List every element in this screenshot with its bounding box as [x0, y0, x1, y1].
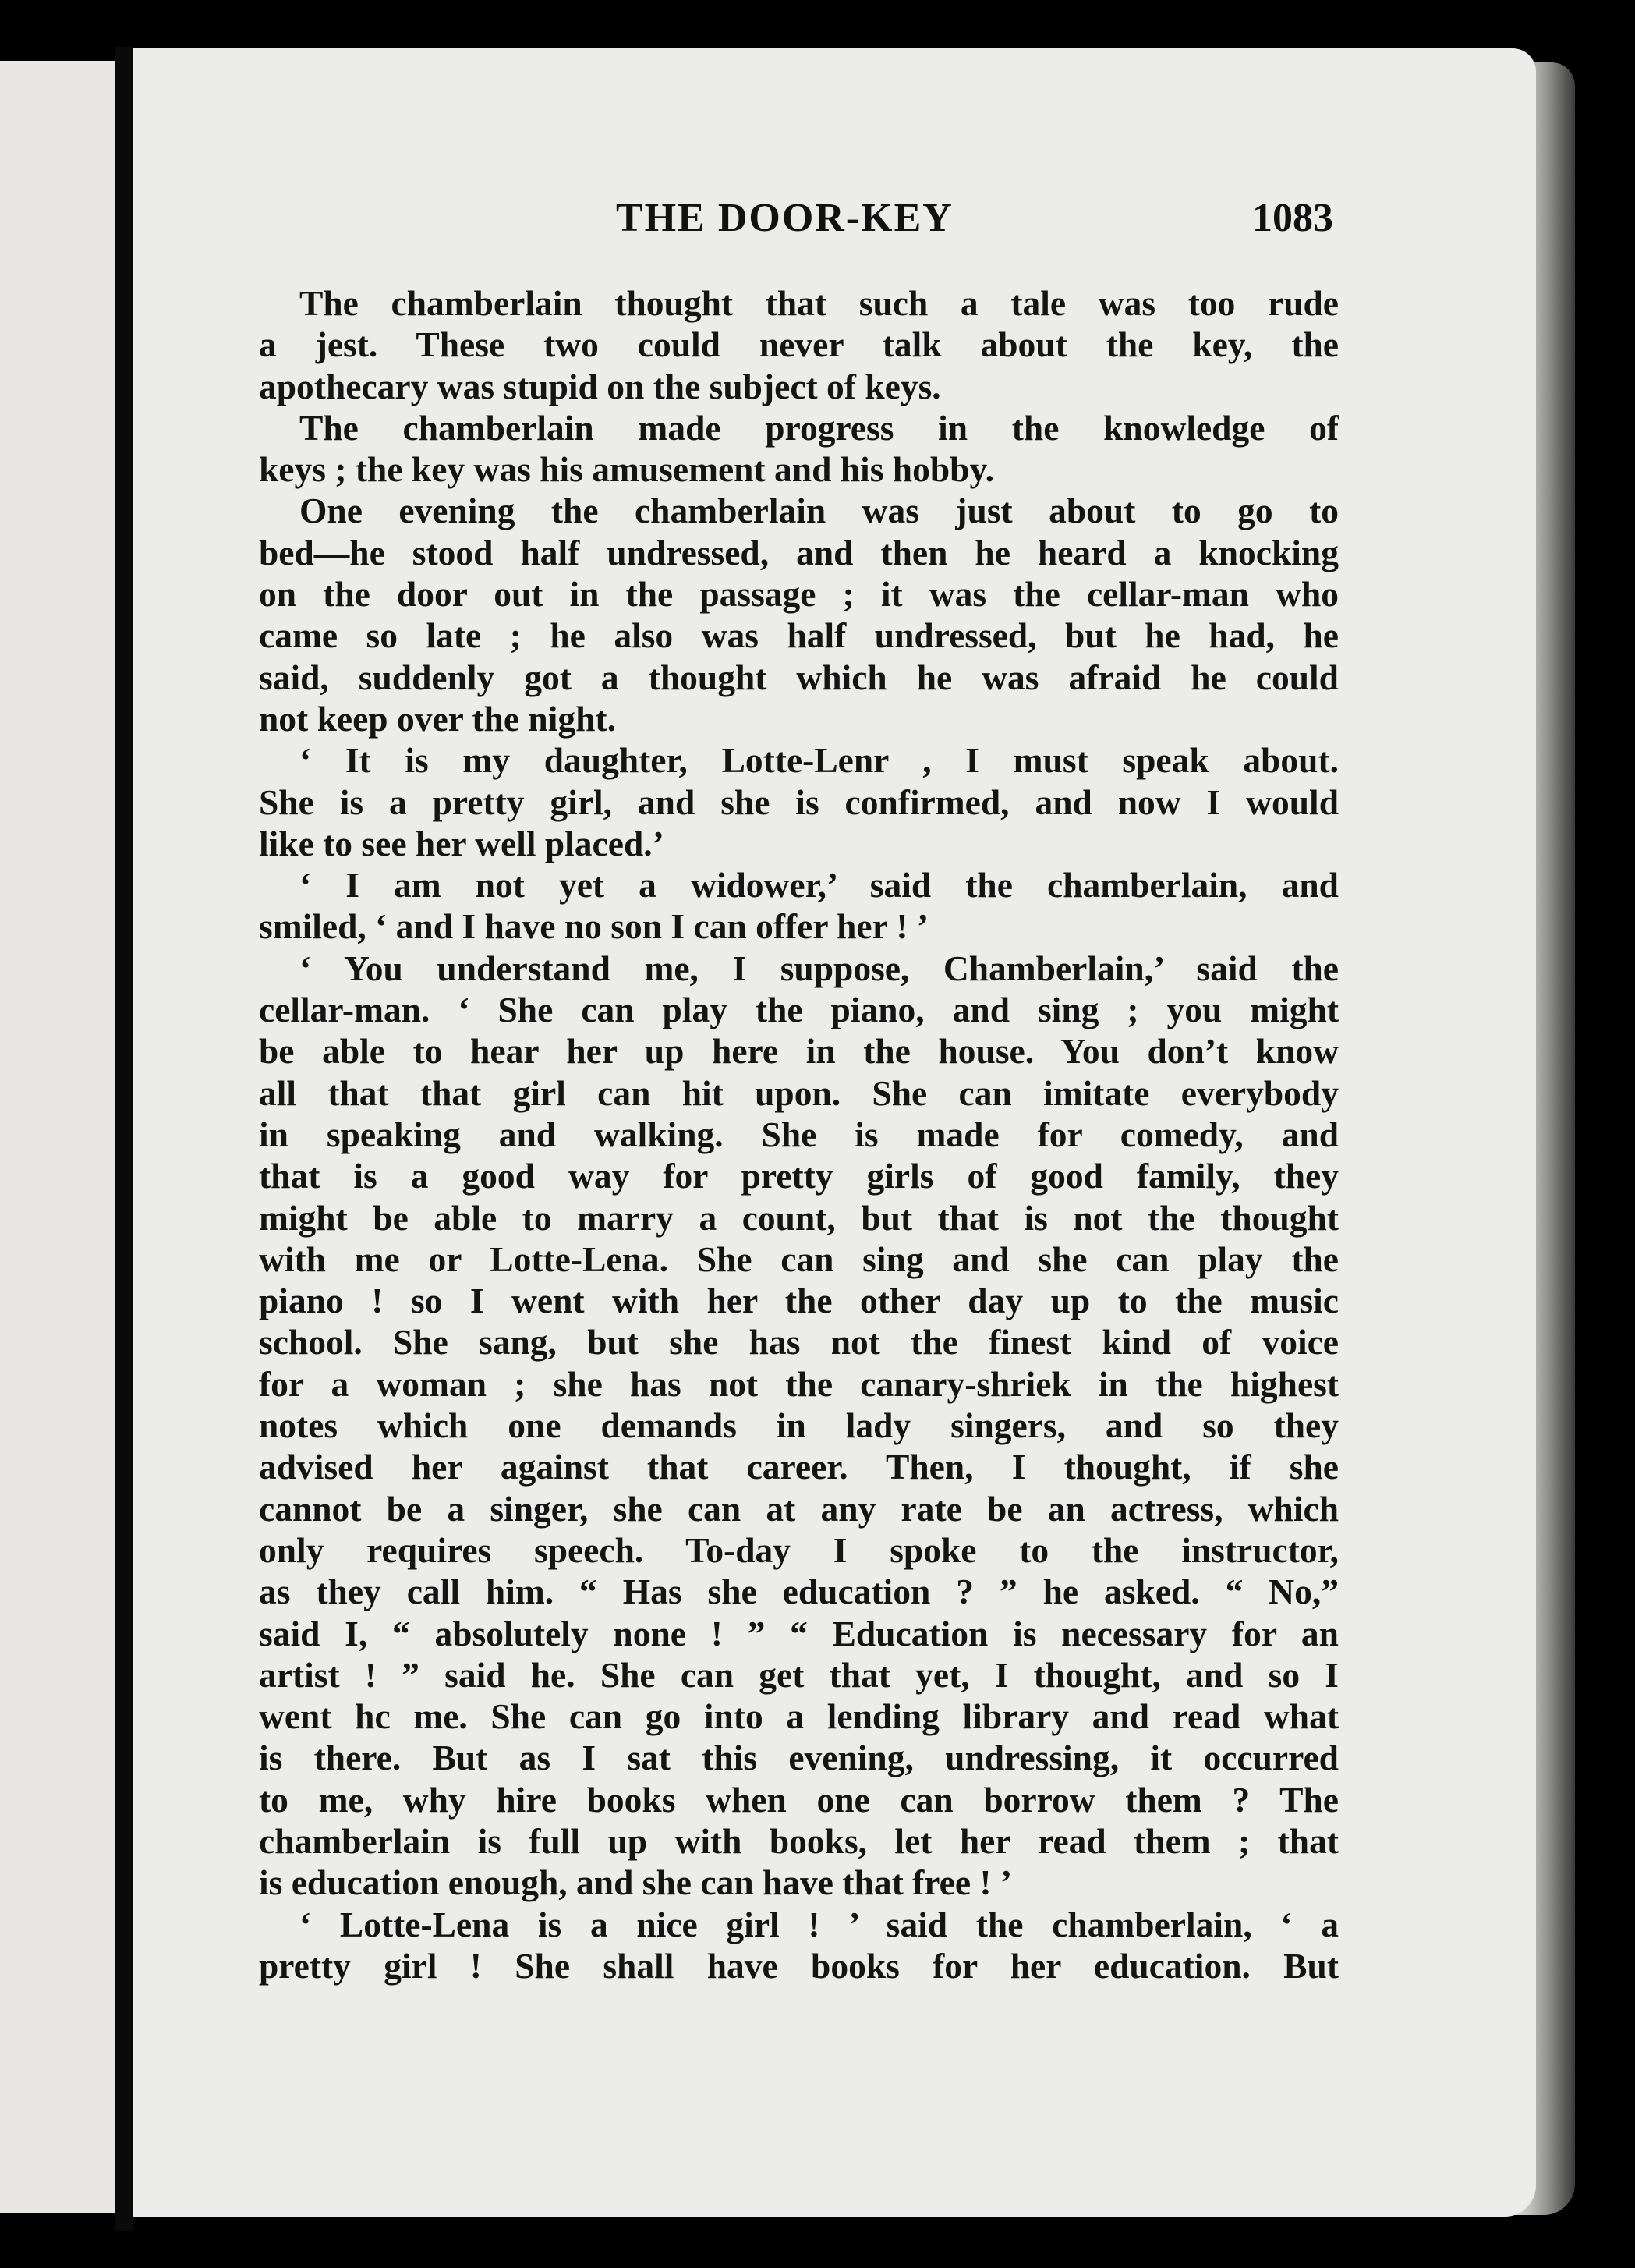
text-line: notes which one demands in lady singers, and so they	[259, 1405, 1339, 1446]
text-line: cannot be a singer, she can at any rate be an actress, which	[259, 1488, 1339, 1529]
text-line: a jest. These two could never talk about the key, the	[259, 324, 1339, 365]
text-line: advised her against that career. Then, I thought, if she	[259, 1447, 1339, 1487]
text-line: ‘ It is my daughter, Lotte-Lenr , I must speak about.	[299, 740, 1339, 781]
text-line: smiled, ‘ and I have no son I can offer her ! ’	[259, 906, 929, 947]
body-text	[259, 282, 1339, 1986]
text-line: One evening the chamberlain was just about to go to	[299, 491, 1339, 531]
text-line: keys ; the key was his amusement and his hobby.	[259, 449, 995, 490]
text-line: to me, why hire books when one can borrow them ? The	[259, 1779, 1339, 1820]
text-line: might be able to marry a count, but that is not the thought	[259, 1197, 1339, 1238]
text-line: only requires speech. To-day I spoke to the instructor,	[259, 1529, 1339, 1570]
text-line: ‘ I am not yet a widower,’ said the chamberlain, and	[299, 865, 1339, 905]
text-line: that is a good way for pretty girls of good family, they	[259, 1156, 1339, 1196]
text-line: like to see her well placed.’	[259, 823, 664, 863]
text-line: all that that girl can hit upon. She can imitate everybody	[259, 1072, 1339, 1113]
text-line: with me or Lotte-Lena. She can sing and she can play the	[259, 1239, 1339, 1279]
text-line: be able to hear her up here in the house. You don’t know	[259, 1031, 1339, 1072]
text-line: cellar-man. ‘ She can play the piano, and sing ; you might	[259, 990, 1339, 1030]
text-line: for a woman ; she has not the canary-shriek in the highest	[259, 1363, 1339, 1404]
text-line: bed—he stood half undressed, and then he heard a knocking	[259, 532, 1339, 572]
text-line: went hc me. She can go into a lending library and read what	[259, 1696, 1339, 1737]
running-title: THE DOOR-KEY	[616, 196, 954, 240]
text-line: She is a pretty girl, and she is confirmed, and now I would	[259, 781, 1339, 822]
text-line: school. She sang, but she has not the finest kind of voice	[259, 1322, 1339, 1363]
text-line: artist ! ” said he. She can get that yet, I thought, and so I	[259, 1654, 1339, 1695]
text-line: The chamberlain made progress in the knowledge of	[299, 407, 1339, 448]
page-number: 1083	[1252, 196, 1333, 240]
text-line: on the door out in the passage ; it was the cellar-man who	[259, 574, 1339, 615]
text-line: ‘ You understand me, I suppose, Chamberlain,’ said the	[299, 948, 1339, 988]
page-header	[265, 195, 1333, 257]
text-line: pretty girl ! She shall have books for her education. But	[259, 1945, 1339, 1986]
text-line: came so late ; he also was half undressed, but he had, he	[259, 615, 1339, 656]
text-line: in speaking and walking. She is made for comedy, and	[259, 1114, 1339, 1154]
text-line: piano ! so I went with her the other day up to the music	[259, 1281, 1339, 1321]
left-page-edge	[0, 61, 115, 2213]
text-line: is education enough, and she can have that free ! ’	[259, 1862, 1013, 1903]
text-line: The chamberlain thought that such a tale was too rude	[299, 283, 1339, 323]
text-line: not keep over the night.	[259, 698, 616, 739]
book-gutter	[115, 47, 133, 2231]
text-line: said I, “ absolutely none ! ” “ Education is necessary for an	[259, 1613, 1339, 1653]
text-line: is there. But as I sat this evening, undressing, it occurred	[259, 1738, 1339, 1778]
text-line: ‘ Lotte-Lena is a nice girl ! ’ said the chamberlain, ‘ a	[299, 1904, 1339, 1944]
text-line: apothecary was stupid on the subject of keys.	[259, 366, 941, 406]
text-line: as they call him. “ Has she education ? ” he asked. “ No,”	[259, 1572, 1339, 1612]
text-line: said, suddenly got a thought which he was afraid he could	[259, 657, 1339, 697]
text-line: chamberlain is full up with books, let her read them ; that	[259, 1820, 1339, 1861]
